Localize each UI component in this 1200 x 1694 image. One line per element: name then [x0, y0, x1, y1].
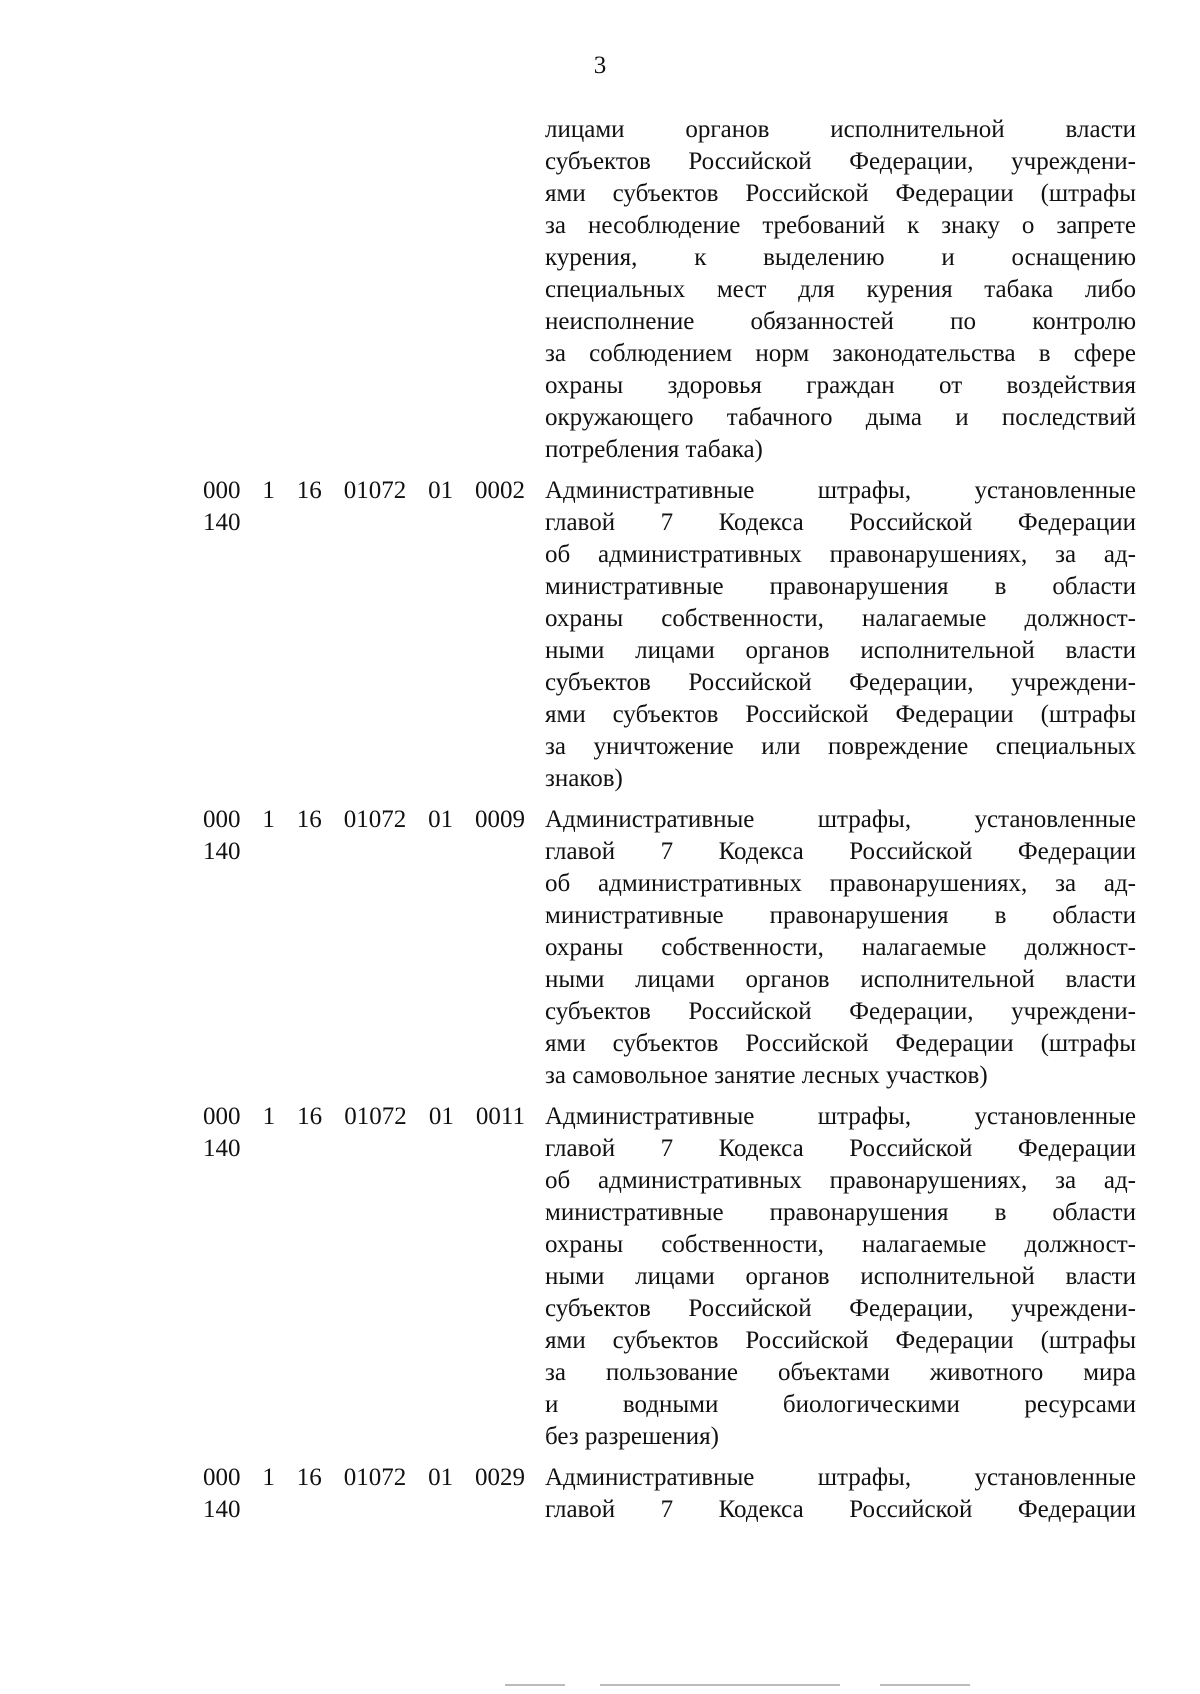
- description-line: знаков): [545, 765, 623, 792]
- budget-code: [203, 1462, 525, 1526]
- description-line: ными лицами органов исполнительной власти: [545, 637, 1136, 664]
- description-line: ными лицами органов исполнительной власти: [545, 1263, 1136, 1290]
- budget-code-suffix: 140: [203, 1496, 241, 1523]
- description-line: главой 7 Кодекса Российской Федерации: [545, 509, 1136, 536]
- budget-code-main: 000 1 16 01072 01 0002: [203, 477, 525, 504]
- description-line: главой 7 Кодекса Российской Федерации: [545, 838, 1136, 865]
- description-line: субъектов Российской Федерации, учреждени-: [545, 669, 1136, 696]
- description-line: охраны собственности, налагаемые должност-: [545, 605, 1136, 632]
- page-number: 3: [593, 52, 607, 79]
- description-line: Административные штрафы, установленные: [545, 806, 1136, 833]
- description-line: субъектов Российской Федерации, учреждени-: [545, 998, 1136, 1025]
- description-line: потребления табака): [545, 436, 763, 463]
- description-line: Административные штрафы, установленные: [545, 477, 1136, 504]
- description-line: за уничтожение или повреждение специальных: [545, 733, 1136, 760]
- description-line: без разрешения): [545, 1423, 719, 1450]
- budget-code-suffix: 140: [203, 838, 241, 865]
- budget-code-main: 000 1 16 01072 01 0029: [203, 1464, 525, 1491]
- description-line: субъектов Российской Федерации, учреждени-: [545, 1295, 1136, 1322]
- budget-code: [203, 475, 525, 539]
- footer-rule: [505, 1684, 565, 1686]
- code-row: [0, 1101, 1200, 1453]
- description-line: министративные правонарушения в области: [545, 902, 1136, 929]
- footer-rule: [600, 1684, 840, 1686]
- description-line: лицами органов исполнительной власти: [545, 116, 1136, 143]
- document-body: [0, 114, 1200, 1535]
- budget-code-main: 000 1 16 01072 01 0009: [203, 806, 525, 833]
- income-description: [545, 804, 1136, 1092]
- description-line: специальных мест для курения табака либо: [545, 276, 1136, 303]
- code-row: [0, 114, 1200, 466]
- description-line: Административные штрафы, установленные: [545, 1103, 1136, 1130]
- description-line: окружающего табачного дыма и последствий: [545, 404, 1136, 431]
- description-line: об административных правонарушениях, за ад-: [545, 541, 1136, 568]
- code-row: [0, 804, 1200, 1092]
- description-line: ями субъектов Российской Федерации (штрафы: [545, 701, 1136, 728]
- description-line: главой 7 Кодекса Российской Федерации: [545, 1135, 1136, 1162]
- budget-code-suffix: 140: [203, 1135, 241, 1162]
- description-line: об административных правонарушениях, за ад-: [545, 870, 1136, 897]
- description-line: об административных правонарушениях, за ад-: [545, 1167, 1136, 1194]
- description-line: за пользование объектами животного мира: [545, 1359, 1136, 1386]
- income-description: [545, 475, 1136, 795]
- description-line: за несоблюдение требований к знаку о запрете: [545, 212, 1136, 239]
- description-line: охраны собственности, налагаемые должност-: [545, 1231, 1136, 1258]
- description-line: курения, к выделению и оснащению: [545, 244, 1136, 271]
- description-line: охраны собственности, налагаемые должност-: [545, 934, 1136, 961]
- description-line: и водными биологическими ресурсами: [545, 1391, 1136, 1418]
- description-line: за самовольное занятие лесных участков): [545, 1062, 988, 1089]
- budget-code-suffix: 140: [203, 509, 241, 536]
- code-row: [0, 1462, 1200, 1526]
- description-line: главой 7 Кодекса Российской Федерации: [545, 1496, 1136, 1523]
- description-line: Административные штрафы, установленные: [545, 1464, 1136, 1491]
- budget-code: [203, 804, 525, 868]
- income-description: [545, 1101, 1136, 1453]
- income-description: [545, 1462, 1136, 1526]
- footer-rule: [880, 1684, 970, 1686]
- budget-code: [203, 1101, 525, 1165]
- budget-code-main: 000 1 16 01072 01 0011: [203, 1103, 525, 1130]
- description-line: ями субъектов Российской Федерации (штрафы: [545, 1327, 1136, 1354]
- description-line: охраны здоровья граждан от воздействия: [545, 372, 1136, 399]
- description-line: ями субъектов Российской Федерации (штрафы: [545, 180, 1136, 207]
- code-row: [0, 475, 1200, 795]
- description-line: министративные правонарушения в области: [545, 1199, 1136, 1226]
- description-line: ями субъектов Российской Федерации (штрафы: [545, 1030, 1136, 1057]
- description-line: за соблюдением норм законодательства в сфере: [545, 340, 1136, 367]
- description-line: неисполнение обязанностей по контролю: [545, 308, 1136, 335]
- description-line: ными лицами органов исполнительной власти: [545, 966, 1136, 993]
- description-line: субъектов Российской Федерации, учреждени-: [545, 148, 1136, 175]
- description-line: министративные правонарушения в области: [545, 573, 1136, 600]
- income-description: [545, 114, 1136, 466]
